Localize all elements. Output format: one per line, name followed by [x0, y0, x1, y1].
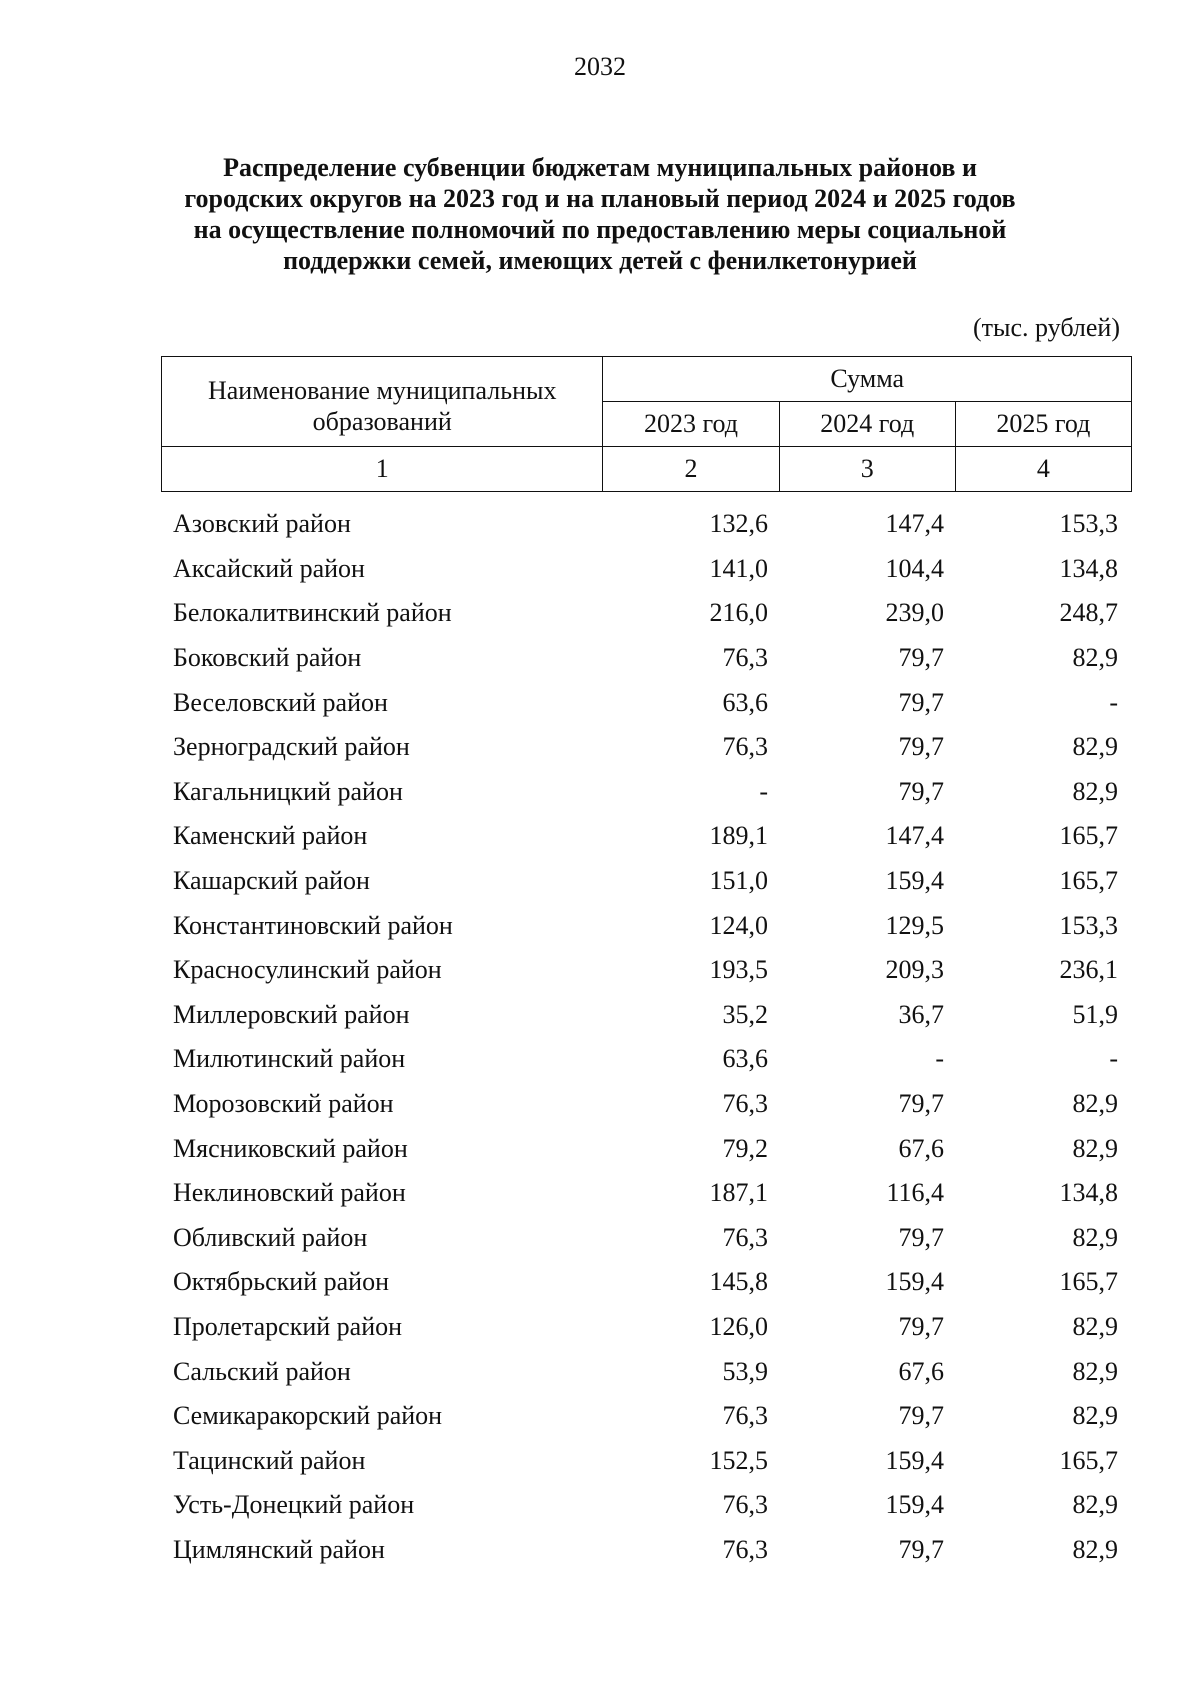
value-2025: 82,9	[1072, 1490, 1118, 1520]
value-2025: 82,9	[1072, 1133, 1118, 1163]
units-label: (тыс. рублей)	[972, 313, 1120, 342]
municipality-name: Морозовский район	[173, 1089, 394, 1119]
value-2025: 236,1	[1059, 955, 1118, 985]
value-2023: 126,0	[709, 1311, 768, 1341]
table-row	[161, 903, 1132, 948]
municipality-name: Белокалитвинский район	[173, 598, 452, 628]
value-2025: -	[1109, 687, 1118, 717]
table-row	[161, 1260, 1132, 1305]
value-2023: 76,3	[722, 1401, 768, 1431]
value-2024: 147,4	[885, 821, 944, 851]
value-2023: 193,5	[709, 955, 768, 985]
value-2024: 79,7	[898, 1534, 944, 1564]
municipality-name: Пролетарский район	[173, 1311, 403, 1341]
value-2023: 76,3	[722, 732, 768, 762]
value-2023: 124,0	[709, 910, 768, 940]
municipality-name: Мясниковский район	[173, 1133, 408, 1163]
value-2024: 147,4	[885, 509, 944, 539]
header-sum: Сумма	[603, 357, 1132, 402]
value-2025: 248,7	[1059, 598, 1118, 628]
value-2025: -	[1109, 1044, 1118, 1074]
value-2025: 82,9	[1072, 732, 1118, 762]
value-2023: 145,8	[709, 1267, 768, 1297]
value-2024: 79,7	[898, 687, 944, 717]
table-body	[161, 502, 1132, 1572]
value-2025: 82,9	[1072, 1311, 1118, 1341]
value-2023: 76,3	[722, 1490, 768, 1520]
table-row	[161, 1349, 1132, 1394]
value-2023: 151,0	[709, 866, 768, 896]
municipality-name: Усть-Донецкий район	[173, 1490, 415, 1520]
column-index: 4	[955, 447, 1131, 492]
value-2023: 79,2	[722, 1133, 768, 1163]
value-2024: 159,4	[885, 866, 944, 896]
value-2025: 165,7	[1059, 821, 1118, 851]
municipality-name: Веселовский район	[173, 687, 388, 717]
value-2024: 79,7	[898, 1222, 944, 1252]
table-row	[161, 770, 1132, 815]
table-row	[161, 814, 1132, 859]
value-2025: 82,9	[1072, 1222, 1118, 1252]
table-row	[161, 502, 1132, 547]
municipality-name: Милютинский район	[173, 1044, 406, 1074]
column-index: 2	[603, 447, 779, 492]
value-2023: 76,3	[722, 1089, 768, 1119]
municipality-name: Зерноградский район	[173, 732, 410, 762]
municipality-name: Миллеровский район	[173, 999, 410, 1029]
column-index: 3	[779, 447, 955, 492]
value-2025: 82,9	[1072, 1534, 1118, 1564]
municipality-name: Сальский район	[173, 1356, 351, 1386]
value-2024: 159,4	[885, 1490, 944, 1520]
value-2023: 76,3	[722, 643, 768, 673]
value-2025: 82,9	[1072, 1356, 1118, 1386]
title-line: Распределение субвенции бюджетам муниципальных районов и	[223, 153, 977, 182]
municipality-name: Красносулинский район	[173, 955, 442, 985]
value-2024: 79,7	[898, 732, 944, 762]
header-year-2024: 2024 год	[779, 402, 955, 447]
value-2024: 116,4	[886, 1178, 944, 1208]
header-year-2023: 2023 год	[603, 402, 779, 447]
table-row	[161, 1438, 1132, 1483]
table-row	[161, 1216, 1132, 1261]
table-row	[161, 725, 1132, 770]
value-2024: 79,7	[898, 1401, 944, 1431]
municipality-name: Обливский район	[173, 1222, 368, 1252]
value-2025: 153,3	[1059, 910, 1118, 940]
value-2023: 152,5	[709, 1445, 768, 1475]
value-2024: 104,4	[885, 553, 944, 583]
table-row	[161, 1126, 1132, 1171]
table-row	[161, 1037, 1132, 1082]
table-row	[161, 993, 1132, 1038]
table-row	[161, 948, 1132, 993]
value-2024: 209,3	[885, 955, 944, 985]
value-2024: 239,0	[885, 598, 944, 628]
value-2025: 165,7	[1059, 866, 1118, 896]
header-name-column	[162, 357, 603, 447]
column-index: 1	[162, 447, 603, 492]
municipality-name: Каменский район	[173, 821, 368, 851]
value-2025: 134,8	[1059, 1178, 1118, 1208]
value-2023: 132,6	[709, 509, 768, 539]
value-2024: 79,7	[898, 643, 944, 673]
table-row	[161, 1394, 1132, 1439]
header-name-line: Наименование муниципальных	[207, 376, 557, 405]
value-2024: 79,7	[898, 1089, 944, 1119]
value-2025: 153,3	[1059, 509, 1118, 539]
municipality-name: Азовский район	[173, 509, 351, 539]
value-2023: 189,1	[709, 821, 768, 851]
value-2024: 67,6	[898, 1356, 944, 1386]
table-row	[161, 547, 1132, 592]
header-year-2025: 2025 год	[955, 402, 1131, 447]
value-2024: 67,6	[898, 1133, 944, 1163]
value-2025: 165,7	[1059, 1445, 1118, 1475]
table-row	[161, 859, 1132, 904]
value-2025: 82,9	[1072, 643, 1118, 673]
value-2025: 82,9	[1072, 1401, 1118, 1431]
table-row	[161, 1305, 1132, 1350]
page-number: 2032	[574, 52, 626, 81]
value-2025: 134,8	[1059, 553, 1118, 583]
table-row	[161, 1528, 1132, 1573]
value-2023: 76,3	[722, 1222, 768, 1252]
value-2023: 63,6	[722, 687, 768, 717]
municipality-name: Цимлянский район	[173, 1534, 385, 1564]
value-2025: 82,9	[1072, 1089, 1118, 1119]
municipality-name: Константиновский район	[173, 910, 453, 940]
table-header	[161, 356, 1132, 492]
municipality-name: Кашарский район	[173, 866, 370, 896]
document-title	[150, 152, 1050, 276]
value-2024: 79,7	[898, 776, 944, 806]
value-2023: 216,0	[709, 598, 768, 628]
table-row	[161, 1171, 1132, 1216]
value-2024: -	[935, 1044, 944, 1074]
municipality-name: Семикаракорский район	[173, 1401, 443, 1431]
value-2025: 82,9	[1072, 776, 1118, 806]
municipality-name: Тацинский район	[173, 1445, 366, 1475]
value-2025: 165,7	[1059, 1267, 1118, 1297]
header-name-line: образований	[312, 407, 452, 436]
municipality-name: Октябрьский район	[173, 1267, 389, 1297]
value-2023: 35,2	[722, 999, 768, 1029]
value-2023: 53,9	[722, 1356, 768, 1386]
table-row	[161, 591, 1132, 636]
value-2023: 63,6	[722, 1044, 768, 1074]
value-2024: 36,7	[898, 999, 944, 1029]
table-row	[161, 636, 1132, 681]
table-row	[161, 680, 1132, 725]
title-line: поддержки семей, имеющих детей с фенилкетонурией	[283, 246, 917, 275]
value-2024: 159,4	[885, 1267, 944, 1297]
value-2023: 187,1	[709, 1178, 768, 1208]
municipality-name: Аксайский район	[173, 553, 365, 583]
table-row	[161, 1483, 1132, 1528]
value-2024: 159,4	[885, 1445, 944, 1475]
value-2023: 141,0	[709, 553, 768, 583]
title-line: городских округов на 2023 год и на плановый период 2024 и 2025 годов	[184, 184, 1016, 213]
municipality-name: Боковский район	[173, 643, 362, 673]
municipality-name: Неклиновский район	[173, 1178, 406, 1208]
table-row	[161, 1082, 1132, 1127]
title-line: на осуществление полномочий по предоставлению меры социальной	[193, 215, 1007, 244]
value-2023: -	[759, 776, 768, 806]
value-2024: 79,7	[898, 1311, 944, 1341]
value-2023: 76,3	[722, 1534, 768, 1564]
value-2024: 129,5	[885, 910, 944, 940]
municipality-name: Кагальницкий район	[173, 776, 403, 806]
value-2025: 51,9	[1072, 999, 1118, 1029]
